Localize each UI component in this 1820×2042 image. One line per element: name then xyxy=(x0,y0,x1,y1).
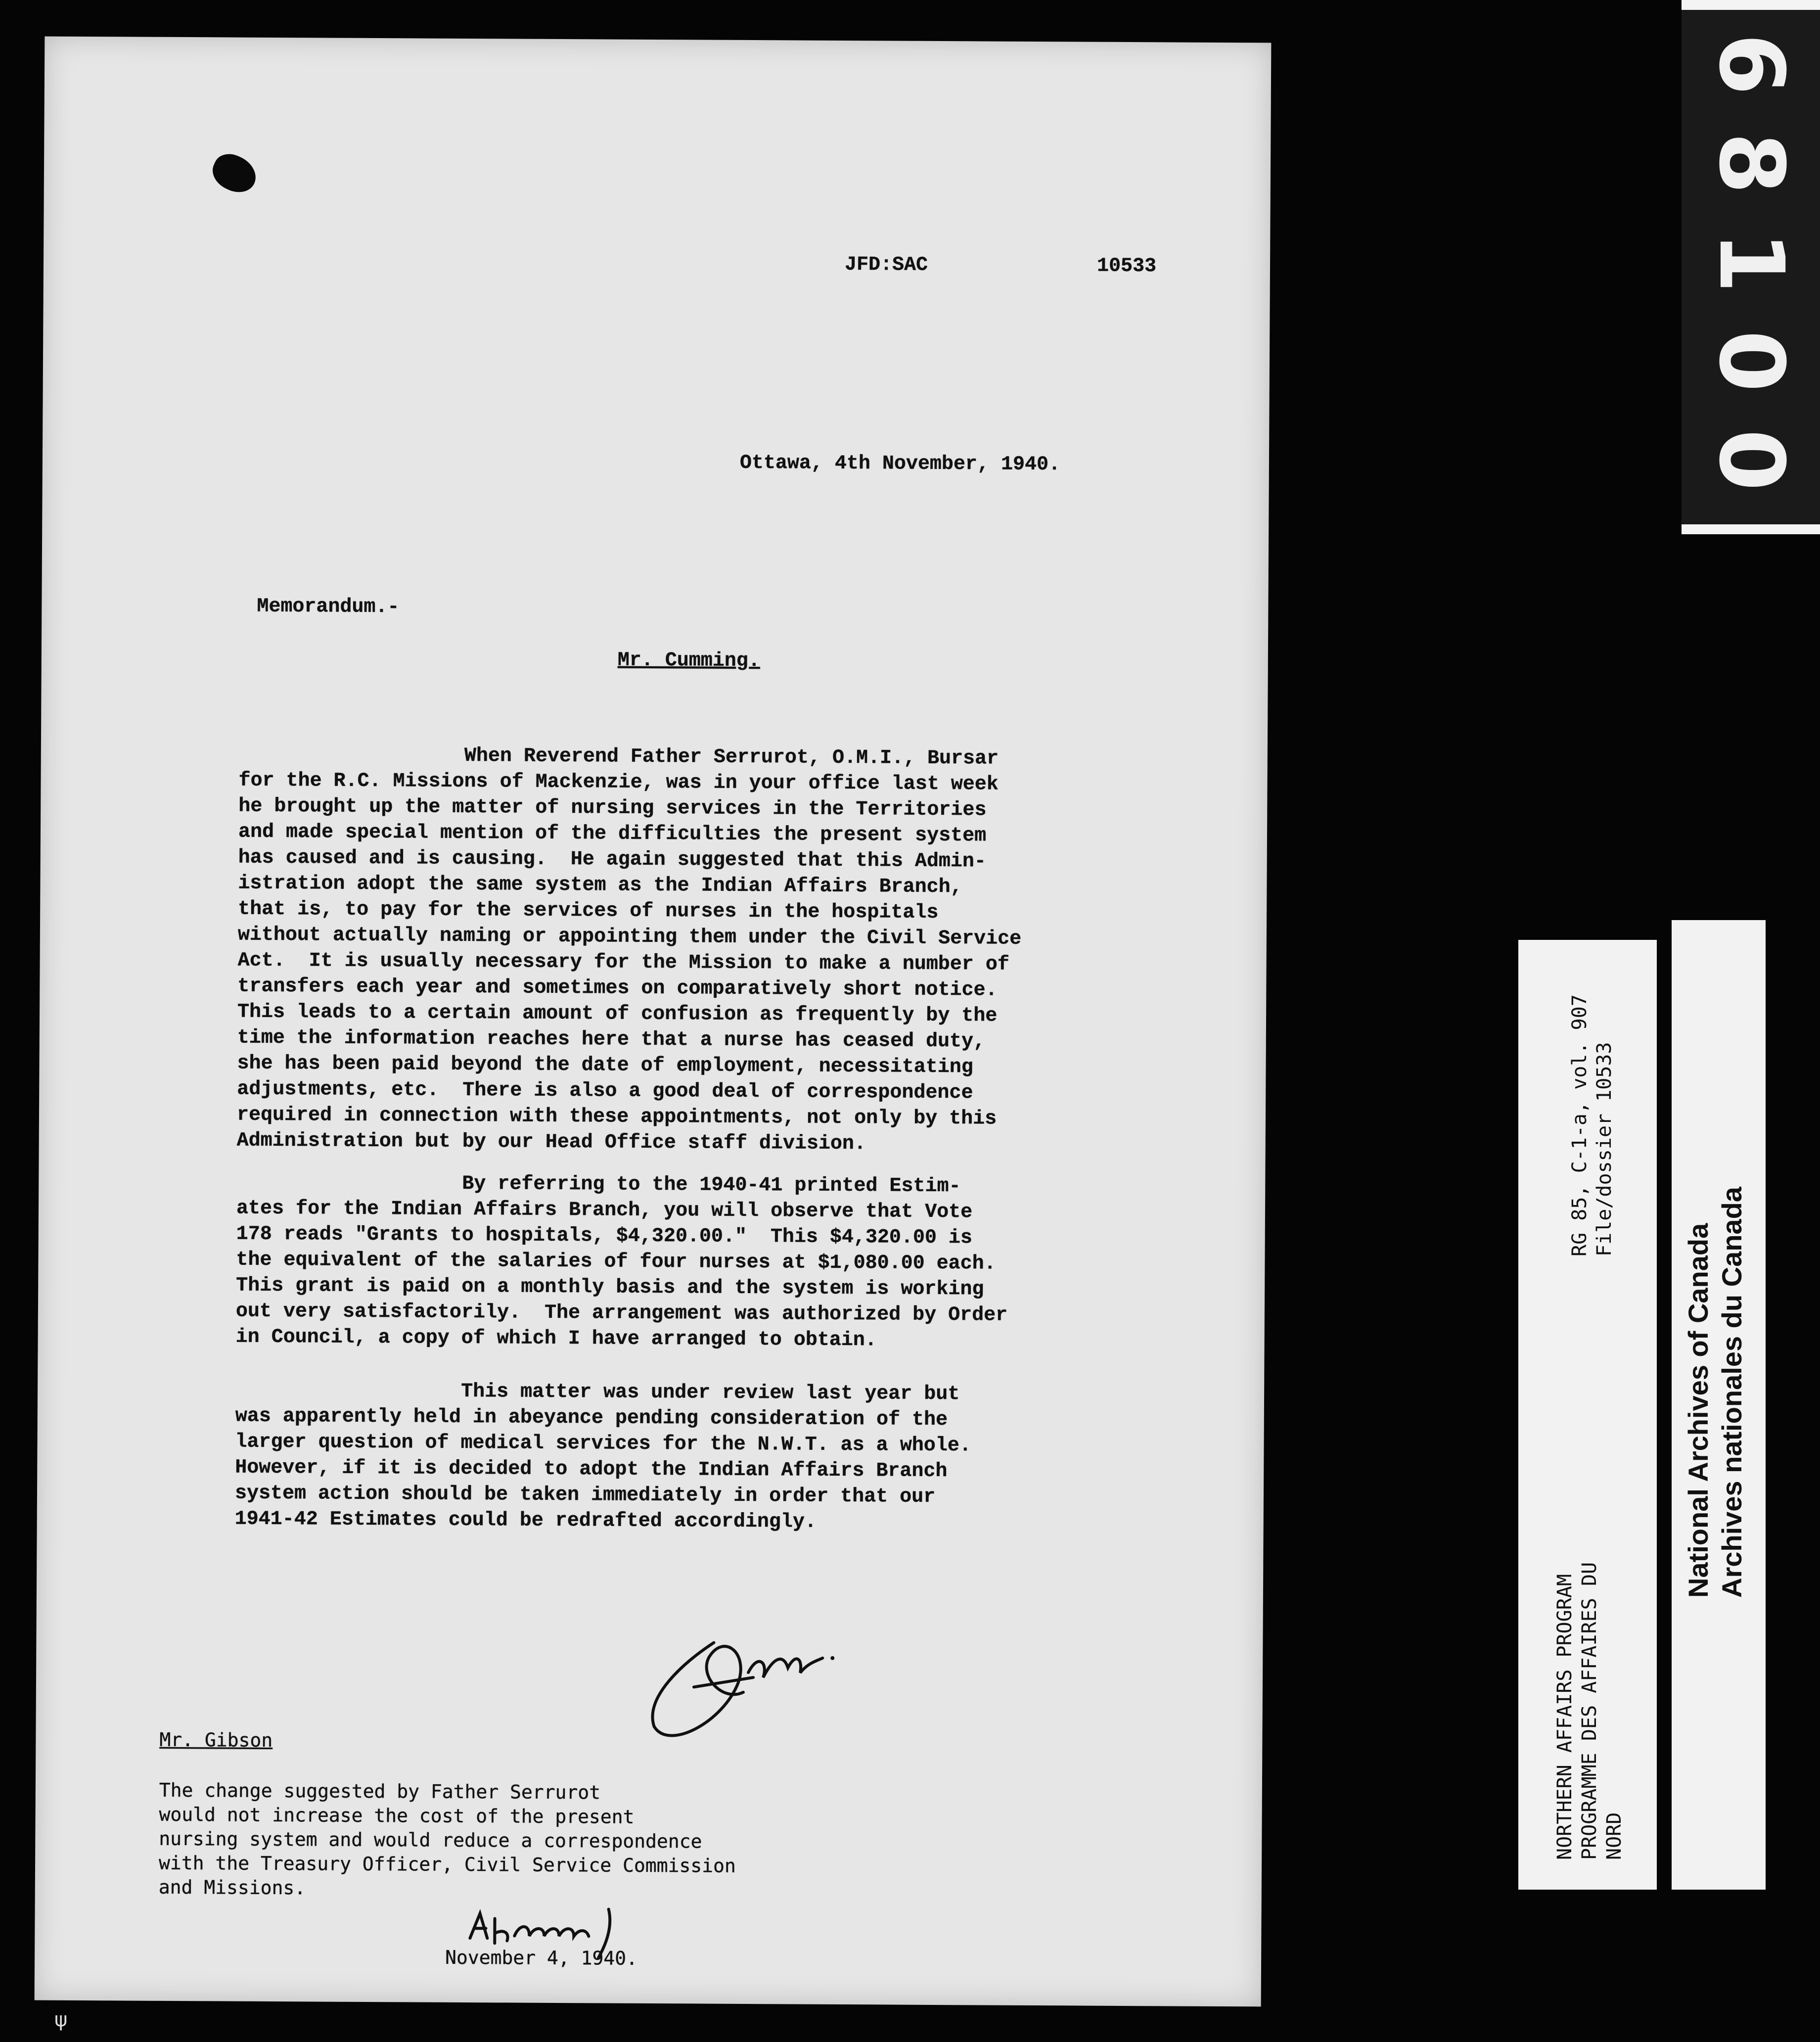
paragraph-line: time the information reaches here that a nurse has ceased duty, xyxy=(237,1026,986,1053)
paragraph-2 xyxy=(236,1170,1008,1354)
frame-number xyxy=(1682,10,1820,524)
paragraph-line: istration adopt the same system as the Indian Affairs Branch, xyxy=(238,872,962,899)
paragraph-line: 178 reads "Grants to hospitals, $4,320.00." This $4,320.00 is xyxy=(236,1223,973,1250)
paragraph-line: the equivalent of the salaries of four nurses at $1,080.00 each. xyxy=(236,1249,996,1275)
memo-page xyxy=(35,37,1272,2007)
signature-doyle xyxy=(624,1603,853,1752)
note-line: with the Treasury Officer, Civil Service Commission xyxy=(158,1852,736,1877)
reference-initials: JFD:SAC xyxy=(844,254,928,277)
frame-number-strip xyxy=(1682,0,1820,534)
paragraph-line: out very satisfactorily. The arrangement was authorized by Order xyxy=(235,1300,1008,1327)
frame-digit: 8 xyxy=(1699,132,1803,194)
institution-en: National Archives of Canada xyxy=(1683,1223,1714,1598)
place-date: Ottawa, 4th November, 1940. xyxy=(739,452,1061,476)
note-addressee: Mr. Gibson xyxy=(159,1728,273,1751)
paragraph-line: This grant is paid on a monthly basis and the system is working xyxy=(236,1274,984,1301)
frame-digit: 1 xyxy=(1699,231,1803,293)
paragraph-line: adjustments, etc. There is also a good deal of correspondence xyxy=(237,1078,973,1105)
frame-digit: 0 xyxy=(1699,429,1803,491)
file-number: 10533 xyxy=(1096,255,1157,278)
paragraph-line: in Council, a copy of which I have arranged to obtain. xyxy=(235,1326,877,1352)
memorandum-heading: Memorandum.- xyxy=(257,595,400,619)
paragraph-line: By referring to the 1940-41 printed Estim- xyxy=(236,1171,961,1198)
note-line: and Missions. xyxy=(158,1876,306,1899)
paragraph-line: without actually naming or appointing them under the Civil Service xyxy=(237,924,1022,950)
program-line2: PROGRAMME DES AFFAIRES DU xyxy=(1578,1562,1601,1860)
paragraph-line: for the R.C. Missions of Mackenzie, was in your office last week xyxy=(238,769,999,796)
paragraph-line: system action should be taken immediately in order that our xyxy=(234,1482,936,1509)
paragraph-line: required in connection with these appointments, not only by this xyxy=(236,1104,997,1130)
ink-blot xyxy=(207,148,262,199)
paragraph-line: and made special mention of the difficulties the present system xyxy=(238,821,987,847)
note-body xyxy=(159,1778,736,1903)
program-line1: NORTHERN AFFAIRS PROGRAM xyxy=(1553,1574,1576,1860)
frame-digit: 0 xyxy=(1699,330,1803,392)
note-line: nursing system and would reduce a correspondence xyxy=(159,1827,702,1853)
paragraph-line: larger question of medical services for the N.W.T. as a whole. xyxy=(235,1431,971,1457)
institution-fr: Archives nationales du Canada xyxy=(1716,1187,1747,1598)
frame-digit: 6 xyxy=(1699,33,1803,95)
paragraph-line: he brought up the matter of nursing services in the Territories xyxy=(238,795,987,822)
paragraph-line: was apparently held in abeyance pending consideration of the xyxy=(235,1405,948,1432)
paragraph-line: ates for the Indian Affairs Branch, you will observe that Vote xyxy=(236,1197,973,1224)
paragraph-line: that is, to pay for the services of nurses in the hospitals xyxy=(238,898,939,925)
paragraph-line: transfers each year and sometimes on comparatively short notice. xyxy=(237,975,998,1002)
paragraph-line: has caused and is causing. He again suggested that this Admin- xyxy=(238,846,987,873)
paragraph-line: This leads to a certain amount of confusion as frequently by the xyxy=(237,1001,998,1027)
archive-reference-line1: RG 85, C-1-a, vol. 907 xyxy=(1568,994,1591,1256)
paragraph-line: 1941-42 Estimates could be redrafted accordingly. xyxy=(234,1508,817,1533)
note-line: The change suggested by Father Serrurot xyxy=(159,1779,601,1804)
film-speck: ψ xyxy=(54,2008,68,2031)
paragraph-3 xyxy=(235,1378,972,1536)
paragraph-line: Act. It is usually necessary for the Mission to make a number of xyxy=(237,949,1009,976)
paragraph-line: When Reverend Father Serrurot, O.M.I., Bursar xyxy=(238,743,999,770)
note-line: would not increase the cost of the present xyxy=(159,1803,635,1828)
addressee: Mr. Cumming. xyxy=(617,649,760,673)
paragraph-line: This matter was under review last year but xyxy=(235,1379,960,1406)
note-date: November 4, 1940. xyxy=(445,1946,638,1969)
paragraph-1 xyxy=(237,743,1023,1158)
paragraph-line: she has been paid beyond the date of employment, necessitating xyxy=(237,1052,973,1079)
archive-institution-card xyxy=(1672,920,1766,1890)
paragraph-line: Administration but by our Head Office staff division. xyxy=(236,1129,866,1156)
program-line3: NORD xyxy=(1603,1812,1626,1860)
paragraph-line: However, if it is decided to adopt the Indian Affairs Branch xyxy=(235,1456,948,1483)
archive-reference-card xyxy=(1518,940,1657,1890)
archive-reference-line2: File/dossier 10533 xyxy=(1593,1042,1616,1256)
